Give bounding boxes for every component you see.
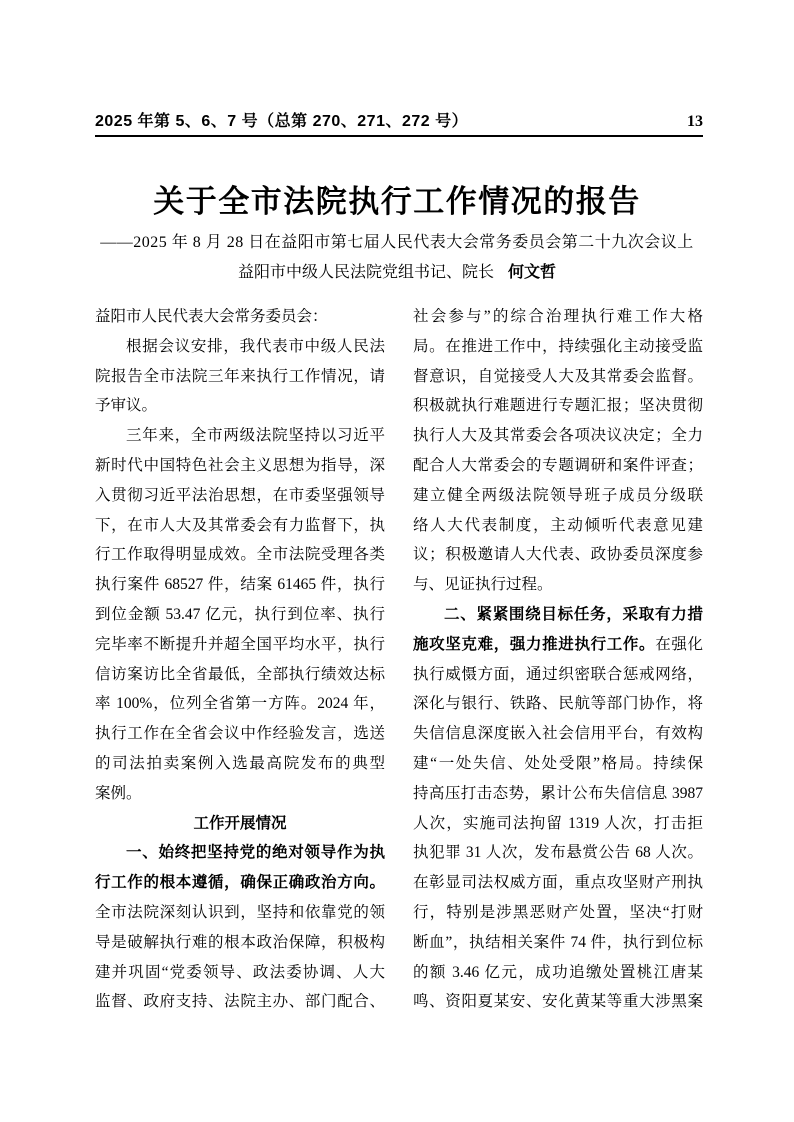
text-run: 议；积极邀请人大代表、政协委员深度参: [413, 546, 703, 564]
text-line: [413, 660, 703, 690]
text-run: 深化与银行、铁路、民航等部门协作，将: [413, 695, 703, 713]
text-run: 络人大代表制度，主动倾听代表意见建: [413, 516, 703, 534]
text-run: 行，特别是涉黑恶财产处置，坚决“打财: [413, 903, 703, 921]
page-header: [95, 108, 703, 137]
text-run: 行工作取得明显成效。全市法院受理各类: [95, 546, 385, 564]
text-run: 建“一处失信、处处受限”格局。持续保: [413, 754, 703, 772]
text-run: 三年来，全市两级法院坚持以习近平: [126, 427, 385, 445]
bold-text-run: 行工作的根本遵循，确保正确政治方向。: [95, 874, 385, 892]
text-line: [413, 987, 703, 1017]
text-line: [413, 809, 703, 839]
text-run: 执行人大及其常委会各项决议决定；全力: [413, 427, 703, 445]
report-title: 关于全市法院执行工作情况的报告: [153, 184, 641, 219]
text-line: [95, 779, 385, 809]
issue-info: 2025 年第 5、6、7 号（总第 270、271、272 号）: [95, 113, 469, 130]
text-run: 社会参与”的综合治理执行难工作大格: [413, 308, 703, 325]
section-heading: [95, 809, 385, 839]
text-run: 执行案件 68527 件，结案 61465 件，执行: [95, 576, 385, 594]
text-line: [413, 302, 703, 332]
text-line: [95, 302, 385, 332]
bold-text-run: 二、紧紧围绕目标任务，采取有力措: [444, 605, 703, 623]
text-run: 在彰显司法权威方面，重点攻坚财产刑执: [413, 874, 703, 892]
bold-text-run: 一、始终把坚持党的绝对领导作为执: [126, 844, 385, 862]
text-run: 配合人大常委会的专题调研和案件评查；: [413, 456, 703, 474]
byline-name: 何文哲: [508, 264, 557, 281]
text-line: [413, 511, 703, 541]
text-run: 建立健全两级法院领导班子成员分级联: [413, 486, 703, 504]
text-run: 案例。: [95, 784, 142, 802]
text-line: [95, 898, 385, 928]
text-run: 督意识，自觉接受人大及其常委会监督。: [413, 367, 703, 385]
text-line: [413, 332, 703, 362]
bold-text-run: 工作开展情况: [193, 814, 287, 832]
text-run: 下，在市人大及其常委会有力监督下，执: [95, 516, 385, 534]
text-run: 持高压打击态势，累计公布失信信息 3987: [413, 784, 703, 802]
text-line: [413, 421, 703, 451]
byline: [0, 259, 794, 282]
text-line: [95, 421, 385, 451]
text-line: [413, 481, 703, 511]
text-line: [95, 749, 385, 779]
text-run: 益阳市人民代表大会常务委员会：: [95, 308, 328, 325]
text-run: 予审议。: [95, 397, 158, 415]
text-line: [413, 749, 703, 779]
text-line: [95, 958, 385, 988]
text-run: 完毕率不断提升并超全国平均水平，执行: [95, 635, 385, 653]
text-line: [413, 958, 703, 988]
text-line: [413, 570, 703, 600]
bold-text-run: 施攻坚克难，强力推进执行工作。: [413, 635, 656, 653]
text-line: [413, 630, 703, 660]
text-line: [95, 570, 385, 600]
text-run: 到位金额 53.47 亿元，执行到位率、执行: [95, 605, 385, 623]
text-run: 失信信息深度嵌入社会信用平台，有效构: [413, 725, 703, 743]
text-run: 局。在推进工作中，持续强化主动接受监: [413, 337, 703, 355]
text-line: [413, 779, 703, 809]
text-run: 根据会议安排，我代表市中级人民法: [126, 337, 385, 355]
left-column: [95, 302, 385, 1017]
right-column: [413, 302, 703, 1017]
report-subtitle: ——2025 年 8 月 28 日在益阳市第七届人民代表大会常务委员会第二十九次会议上: [100, 234, 694, 251]
text-line: [413, 928, 703, 958]
text-run: 的额 3.46 亿元，成功追缴处置桃江唐某: [413, 963, 703, 981]
text-run: 入贯彻习近平法治思想，在市委坚强领导: [95, 486, 385, 504]
text-run: 的司法拍卖案例入选最高院发布的典型: [95, 754, 385, 772]
text-run: 执犯罪 31 人次，发布悬赏公告 68 人次。: [413, 844, 703, 862]
text-line: [95, 362, 385, 392]
text-run: 信访案访比全省最低，全部执行绩效达标: [95, 665, 385, 683]
text-line: [413, 898, 703, 928]
text-line: [95, 928, 385, 958]
text-run: 与、见证执行过程。: [413, 576, 553, 594]
text-run: 积极就执行难题进行专题汇报；坚决贯彻: [413, 397, 703, 415]
text-line: [95, 481, 385, 511]
page-number: 13: [687, 113, 703, 130]
text-run: 率 100%，位列全省第一方阵。2024 年，: [95, 695, 385, 713]
text-run: 执行工作在全省会议中作经验发言，选送: [95, 725, 385, 743]
text-run: 院报告全市法院三年来执行工作情况，请: [95, 367, 385, 385]
text-run: 人次，实施司法拘留 1319 人次，打击拒: [413, 814, 703, 832]
text-run: 断血”，执结相关案件 74 件，执行到位标: [413, 933, 703, 951]
byline-role: 益阳市中级人民法院党组书记、院长: [237, 264, 494, 281]
text-line: [95, 868, 385, 898]
text-line: [95, 838, 385, 868]
text-line: [413, 540, 703, 570]
text-line: [95, 511, 385, 541]
text-run: 导是破解执行难的根本政治保障，积极构: [95, 933, 385, 951]
text-line: [95, 660, 385, 690]
text-line: [95, 689, 385, 719]
text-run: 全市法院深刻认识到，坚持和依靠党的领: [95, 903, 385, 921]
text-line: [95, 987, 385, 1017]
text-line: [413, 719, 703, 749]
text-run: 鸣、资阳夏某安、安化黄某等重大涉黑案: [413, 993, 703, 1011]
text-line: [413, 838, 703, 868]
text-run: 监督、政府支持、法院主办、部门配合、: [95, 993, 385, 1011]
text-run: 在强化: [655, 635, 703, 653]
text-line: [95, 600, 385, 630]
text-run: 建并巩固“党委领导、政法委协调、人大: [95, 963, 385, 981]
text-run: 新时代中国特色社会主义思想为指导，深: [95, 456, 385, 474]
text-line: [413, 689, 703, 719]
text-line: [95, 332, 385, 362]
text-line: [95, 391, 385, 421]
body-columns: [95, 302, 703, 1017]
text-line: [413, 362, 703, 392]
text-run: 执行威慑方面，通过织密联合惩戒网络，: [413, 665, 703, 683]
text-line: [95, 540, 385, 570]
text-line: [413, 451, 703, 481]
text-line: [413, 600, 703, 630]
text-line: [95, 451, 385, 481]
text-line: [413, 391, 703, 421]
text-line: [413, 868, 703, 898]
text-line: [95, 719, 385, 749]
text-line: [95, 630, 385, 660]
